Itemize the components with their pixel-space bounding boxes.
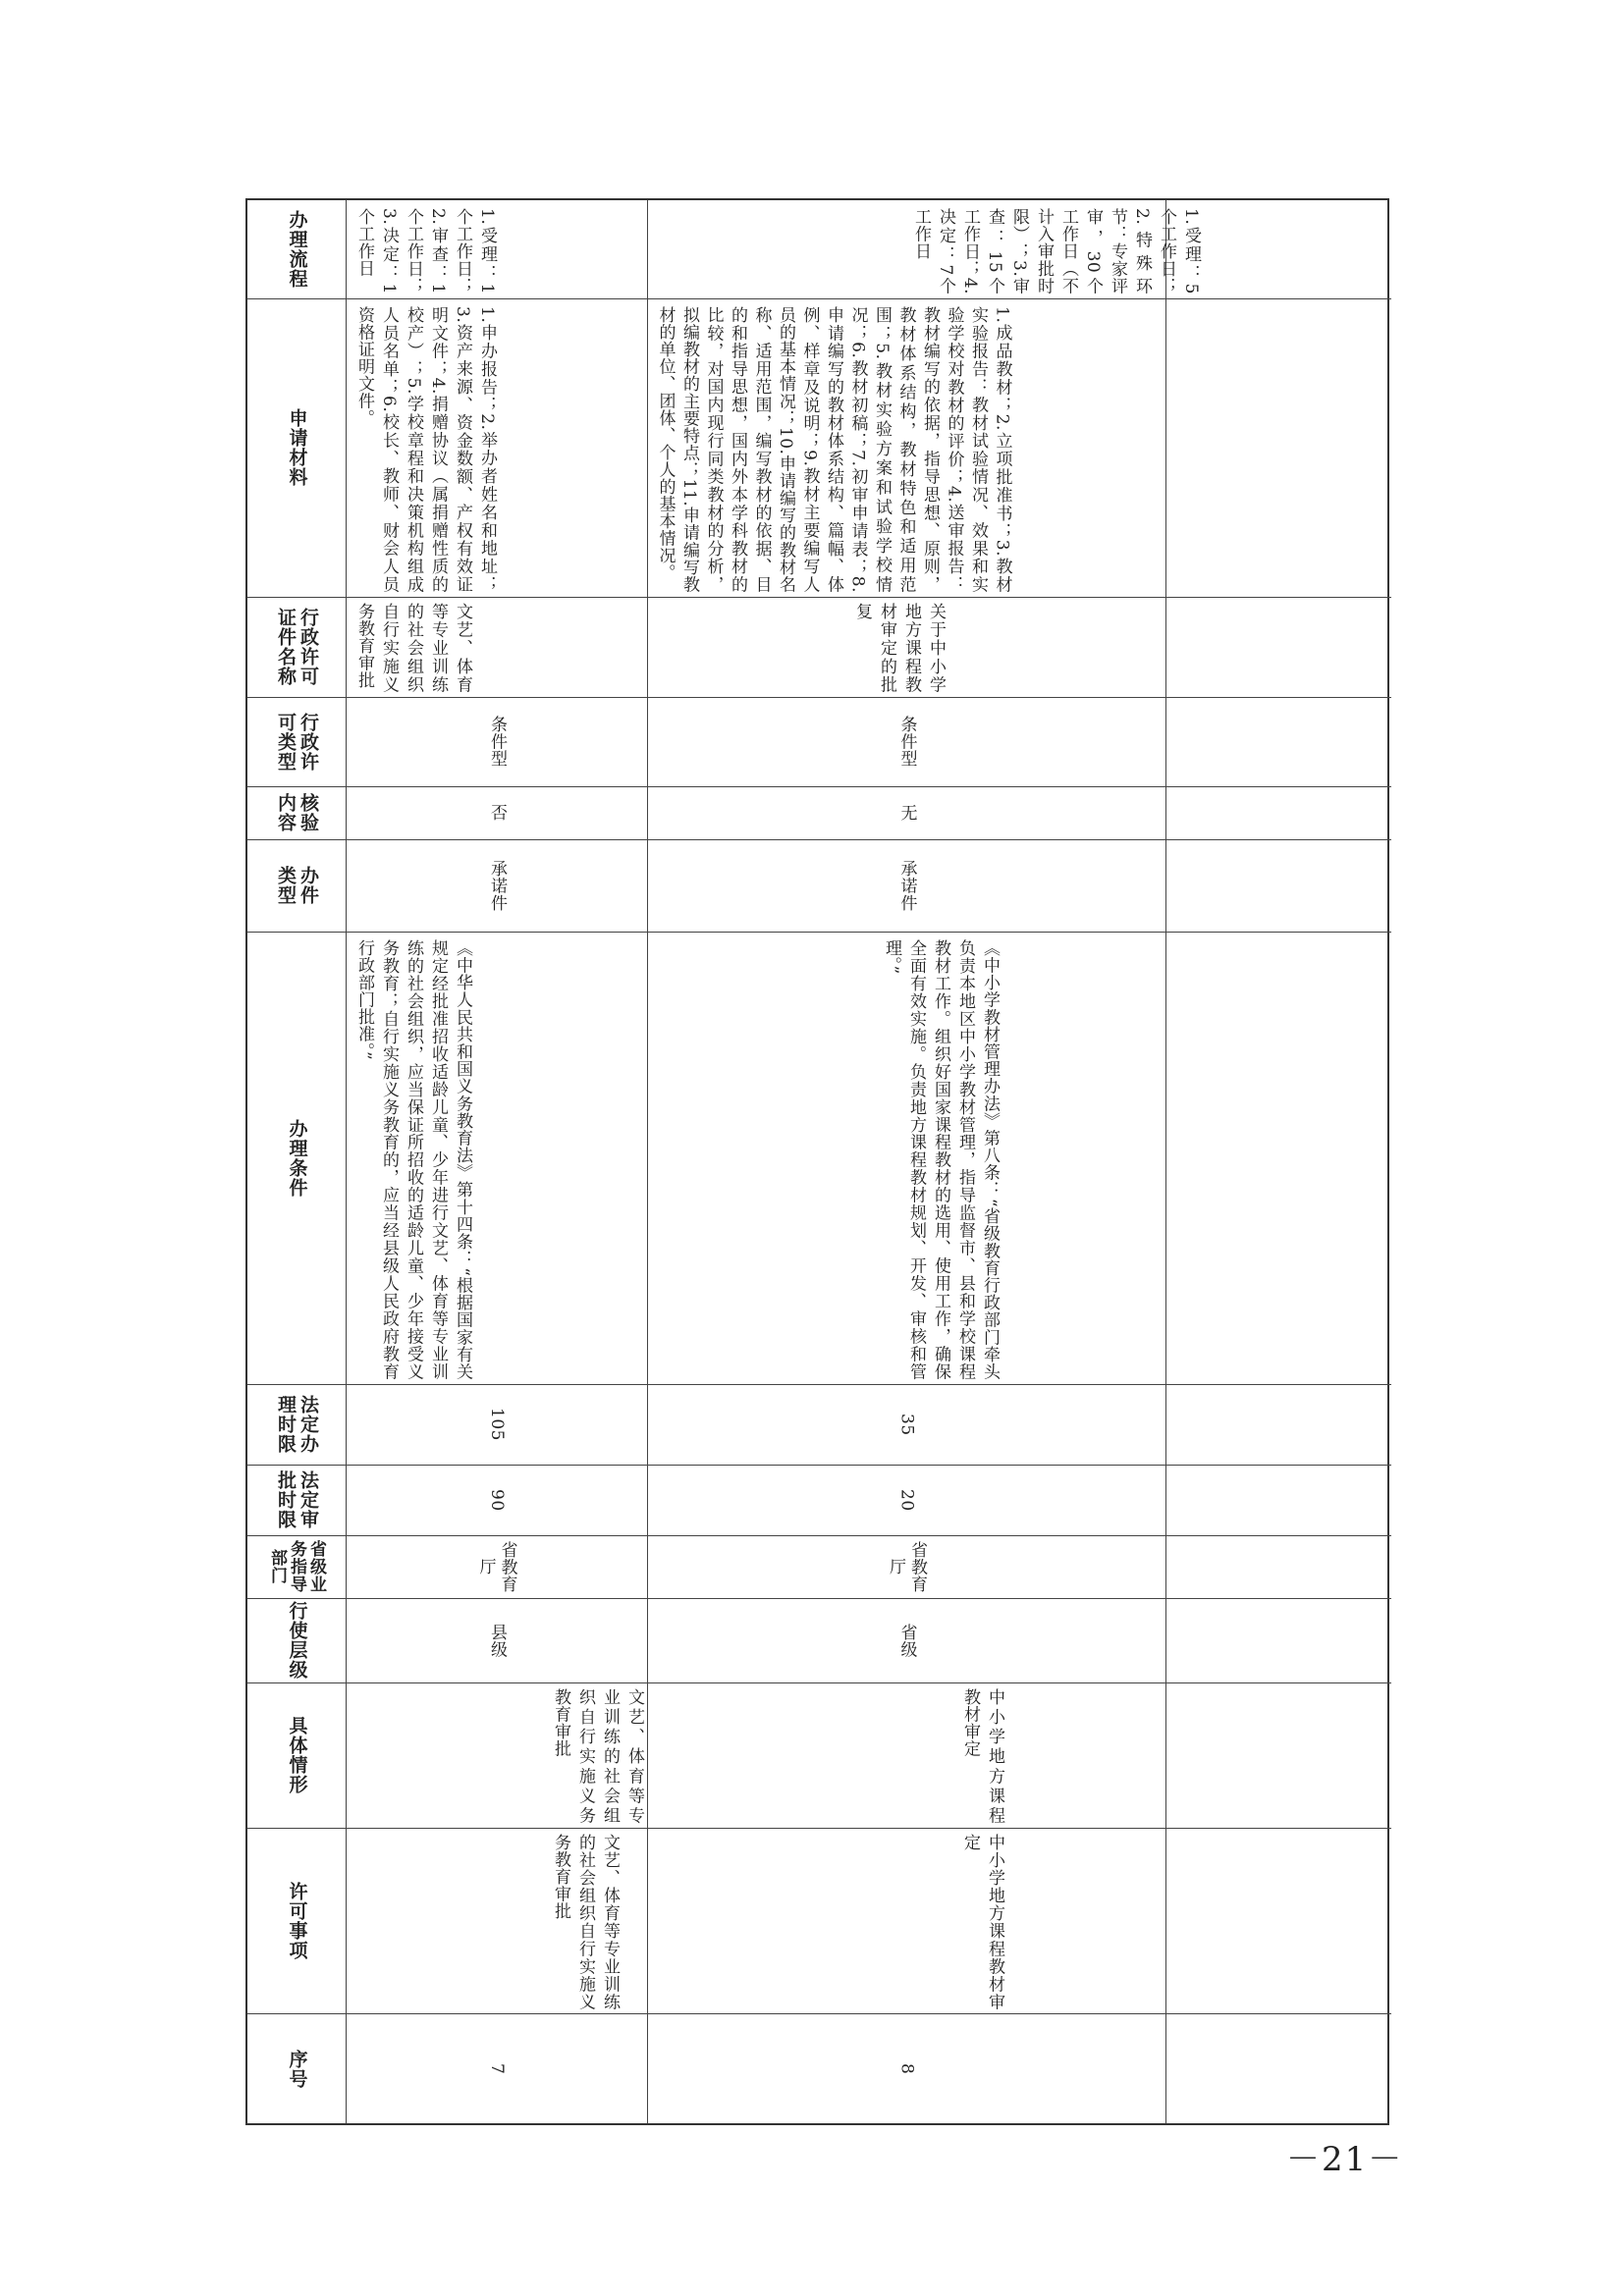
- header-item: 许可事项: [286, 1881, 308, 1960]
- row7-verification: 否: [487, 804, 507, 822]
- header-approval-limit: 法定审批时限: [275, 1470, 319, 1529]
- row8-materials: 1.成品教材；2.立项批准书；3.教材实验报告：教材试验情况、效果和实验学校对教材的评价；4.送审报告：教材编写的依据，指导思想、原则，教材体系结构，教材特色和适用范围；5.教材实验方案和试验学校情况；6.教材初稿；7.初审申请表；8.申请编写的教材体系结构、篇幅、体例、样章及说明；9.教材主要编写人员的基本情况；10.申请编写的教材名称、适用范围，编写教材的依据、目的和指导思想，国内外本学科教材的比较，对国内现行同类教材的分析，拟编教材的主要特点；11.申请编写教材的单位、团体、个人的基本情况。: [655, 306, 1012, 593]
- row7-materials: 1.申办报告；2.举办者姓名和地址；3.资产来源、资金数额、产权有效证明文件；4.捐赠协议（属捐赠性质的校产）；5.学校章程和决策机构组成人员名单；6.校长、教师、财会人员资格证明文件。: [354, 306, 497, 593]
- row8-certificate: 关于中小学地方课程教材审定的批复: [852, 603, 946, 693]
- row7-seq: 7: [487, 2063, 507, 2075]
- header-materials: 申请材料: [286, 408, 308, 487]
- header-dept: 省级业务指导部门: [267, 1540, 326, 1593]
- row8-process: 1.受理：5个工作日；2.特殊环节：专家评审，30个工作日（不计入审批时限）；3.审查：15个工作日；4.决定：7个工作日: [911, 208, 1201, 294]
- row7-permit-type: 条件型: [487, 716, 507, 768]
- page-number: －21－: [1286, 2140, 1404, 2179]
- header-level: 行使层级: [286, 1601, 308, 1680]
- row8-dept: 省教育厅: [886, 1540, 927, 1593]
- header-case: 具体情形: [286, 1716, 308, 1794]
- header-conditions: 办理条件: [286, 1118, 308, 1198]
- row8-level: 省级: [896, 1623, 917, 1658]
- row7-item: 文艺、体育等专业训练的社会组织自行实施义务教育审批: [551, 1834, 620, 2010]
- header-permit-type: 行政许可类型: [275, 712, 319, 772]
- row8-approval-limit: 20: [896, 1488, 917, 1512]
- header-process: 办理流程: [286, 210, 308, 289]
- row7-case: 文艺、体育等专业训练的社会组织自行实施义务教育审批: [551, 1688, 644, 1824]
- header-verification: 核验内容: [275, 793, 319, 832]
- row8-permit-type: 条件型: [896, 716, 917, 768]
- row7-conditions: 《中华人民共和国义务教育法》第十四条：“根据国家有关规定经批准招收适龄儿童、少年进行文艺、体育等专业训练的社会组织，应当保证所招收的适龄儿童、少年接受义务教育；自行实施义务教育的，应当经县级人民政府教育行政部门批准。”: [354, 939, 472, 1380]
- row8-handling-limit: 35: [896, 1413, 917, 1436]
- row8-case: 中小学地方课程教材审定: [960, 1688, 1004, 1824]
- row8-verification: 无: [896, 804, 917, 822]
- row8-handling-type: 承诺件: [896, 859, 917, 912]
- row7-handling-limit: 105: [487, 1408, 507, 1441]
- row7-level: 县级: [487, 1623, 507, 1658]
- row7-handling-type: 承诺件: [487, 859, 507, 912]
- row7-certificate: 文艺、体育等专业训练的社会组织自行实施义务教育审批: [354, 603, 472, 693]
- row7-process: 1.受理：1个工作日；2.审查：1个工作日；3.决定：1个工作日: [354, 208, 497, 294]
- row8-item: 中小学地方课程教材审定: [960, 1834, 1004, 2010]
- row8-conditions: 《中小学教材管理办法》第八条：“省级教育行政部门牵头负责本地区中小学教材管理，指导监督市、县和学校课程教材工作。组织好国家课程教材的选用、使用工作，确保全面有效实施。负责地方课程教材规划、开发、审核和管理。”: [882, 939, 1000, 1380]
- row7-dept: 省教育厅: [475, 1540, 517, 1593]
- permit-table: [245, 198, 1389, 2125]
- header-seq: 序号: [286, 2050, 308, 2089]
- row8-seq: 8: [896, 2063, 917, 2075]
- header-handling-type: 办件类型: [275, 866, 319, 905]
- header-certificate: 行政许可证件名称: [275, 608, 319, 686]
- header-handling-limit: 法定办理时限: [275, 1395, 319, 1454]
- row7-approval-limit: 90: [487, 1488, 507, 1512]
